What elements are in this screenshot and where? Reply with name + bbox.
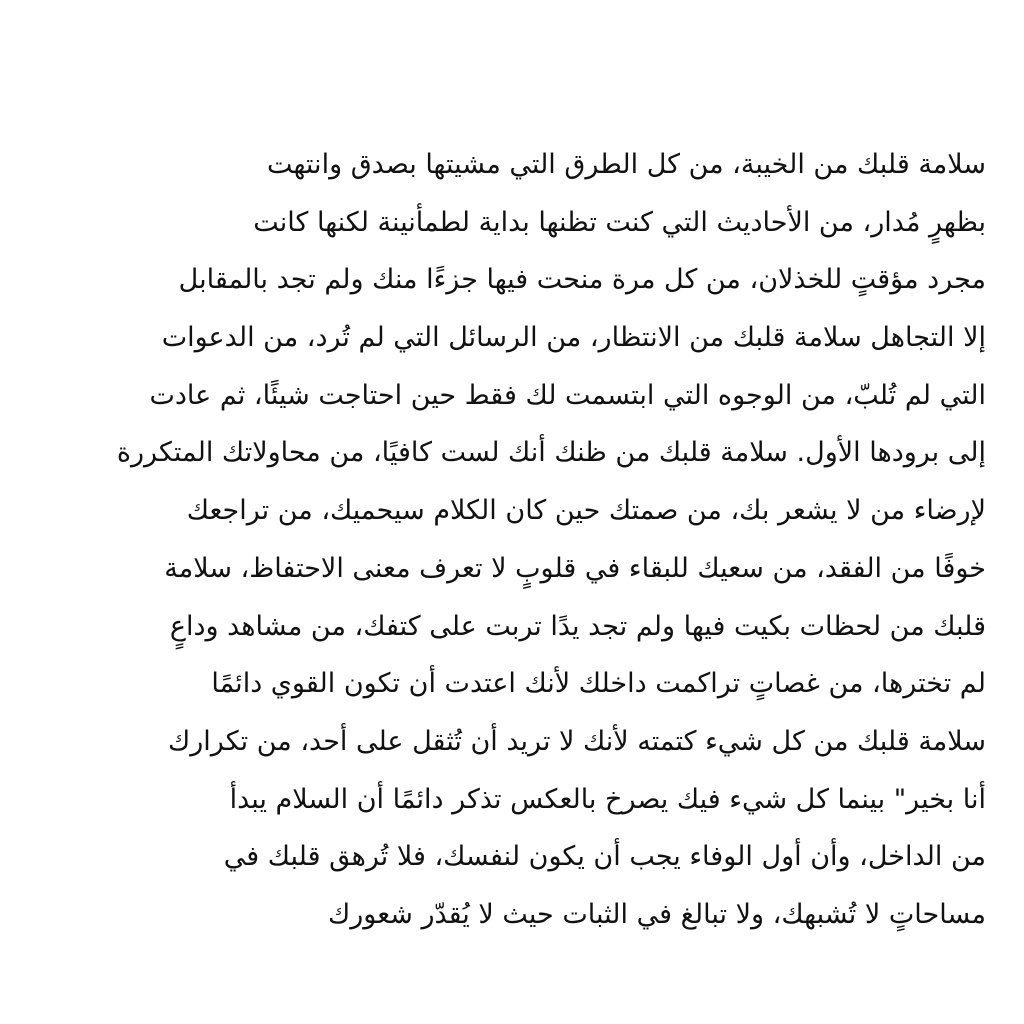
text-line: سلامة قلبك من الخيبة، من كل الطرق التي مشيتها بصدق وانتهت — [266, 149, 986, 180]
text-line: من الداخل، وأن أول الوفاء يجب أن يكون لنفسك، فلا تُرهق قلبك في — [223, 841, 986, 873]
text-line: قلبك من لحظات بكيت فيها ولم تجد يدًا تربت على كتفك، من مشاهد وداعٍ — [169, 610, 986, 642]
text-line: بظهرٍ مُدار، من الأحاديث التي كنت تظنها بداية لطمأنينة لكنها كانت — [253, 206, 986, 238]
text-line: مجرد مؤقتٍ للخذلان، من كل مرة منحت فيها جزءًا منك ولم تجد بالمقابل — [178, 264, 986, 296]
text-line: إلى برودها الأول. سلامة قلبك من ظنك أنك لست كافيًا، من محاولاتك المتكررة — [116, 437, 986, 469]
text-line: إلا التجاهل سلامة قلبك من الانتظار، من الرسائل التي لم تُرد، من الدعوات — [161, 322, 986, 354]
text-line: أنا بخير" بينما كل شيء فيك يصرخ بالعكس تذكر دائمًا أن السلام يبدأ — [229, 783, 986, 815]
text-line: خوفًا من الفقد، من سعيك للبقاء في قلوبٍ لا تعرف معنى الاحتفاظ، سلامة — [164, 552, 986, 584]
text-line: لإرضاء من لا يشعر بك، من صمتك حين كان الكلام سيحميك، من تراجعك — [186, 495, 986, 527]
text-line: التي لم تُلبّ، من الوجوه التي ابتسمت لك فقط حين احتاجت شيئًا، ثم عادت — [149, 379, 986, 411]
text-line: لم تخترها، من غصاتٍ تراكمت داخلك لأنك اعتدت أن تكون القوي دائمًا — [211, 668, 986, 700]
text-line: سلامة قلبك من كل شيء كتمته لأنك لا تريد أن تُثقل على أحد، من تكرارك — [168, 725, 986, 757]
document-body — [90, 140, 986, 948]
text-line: مساحاتٍ لا تُشبهك، ولا تبالغ في الثبات حيث لا يُقدّر شعورك — [327, 898, 986, 930]
